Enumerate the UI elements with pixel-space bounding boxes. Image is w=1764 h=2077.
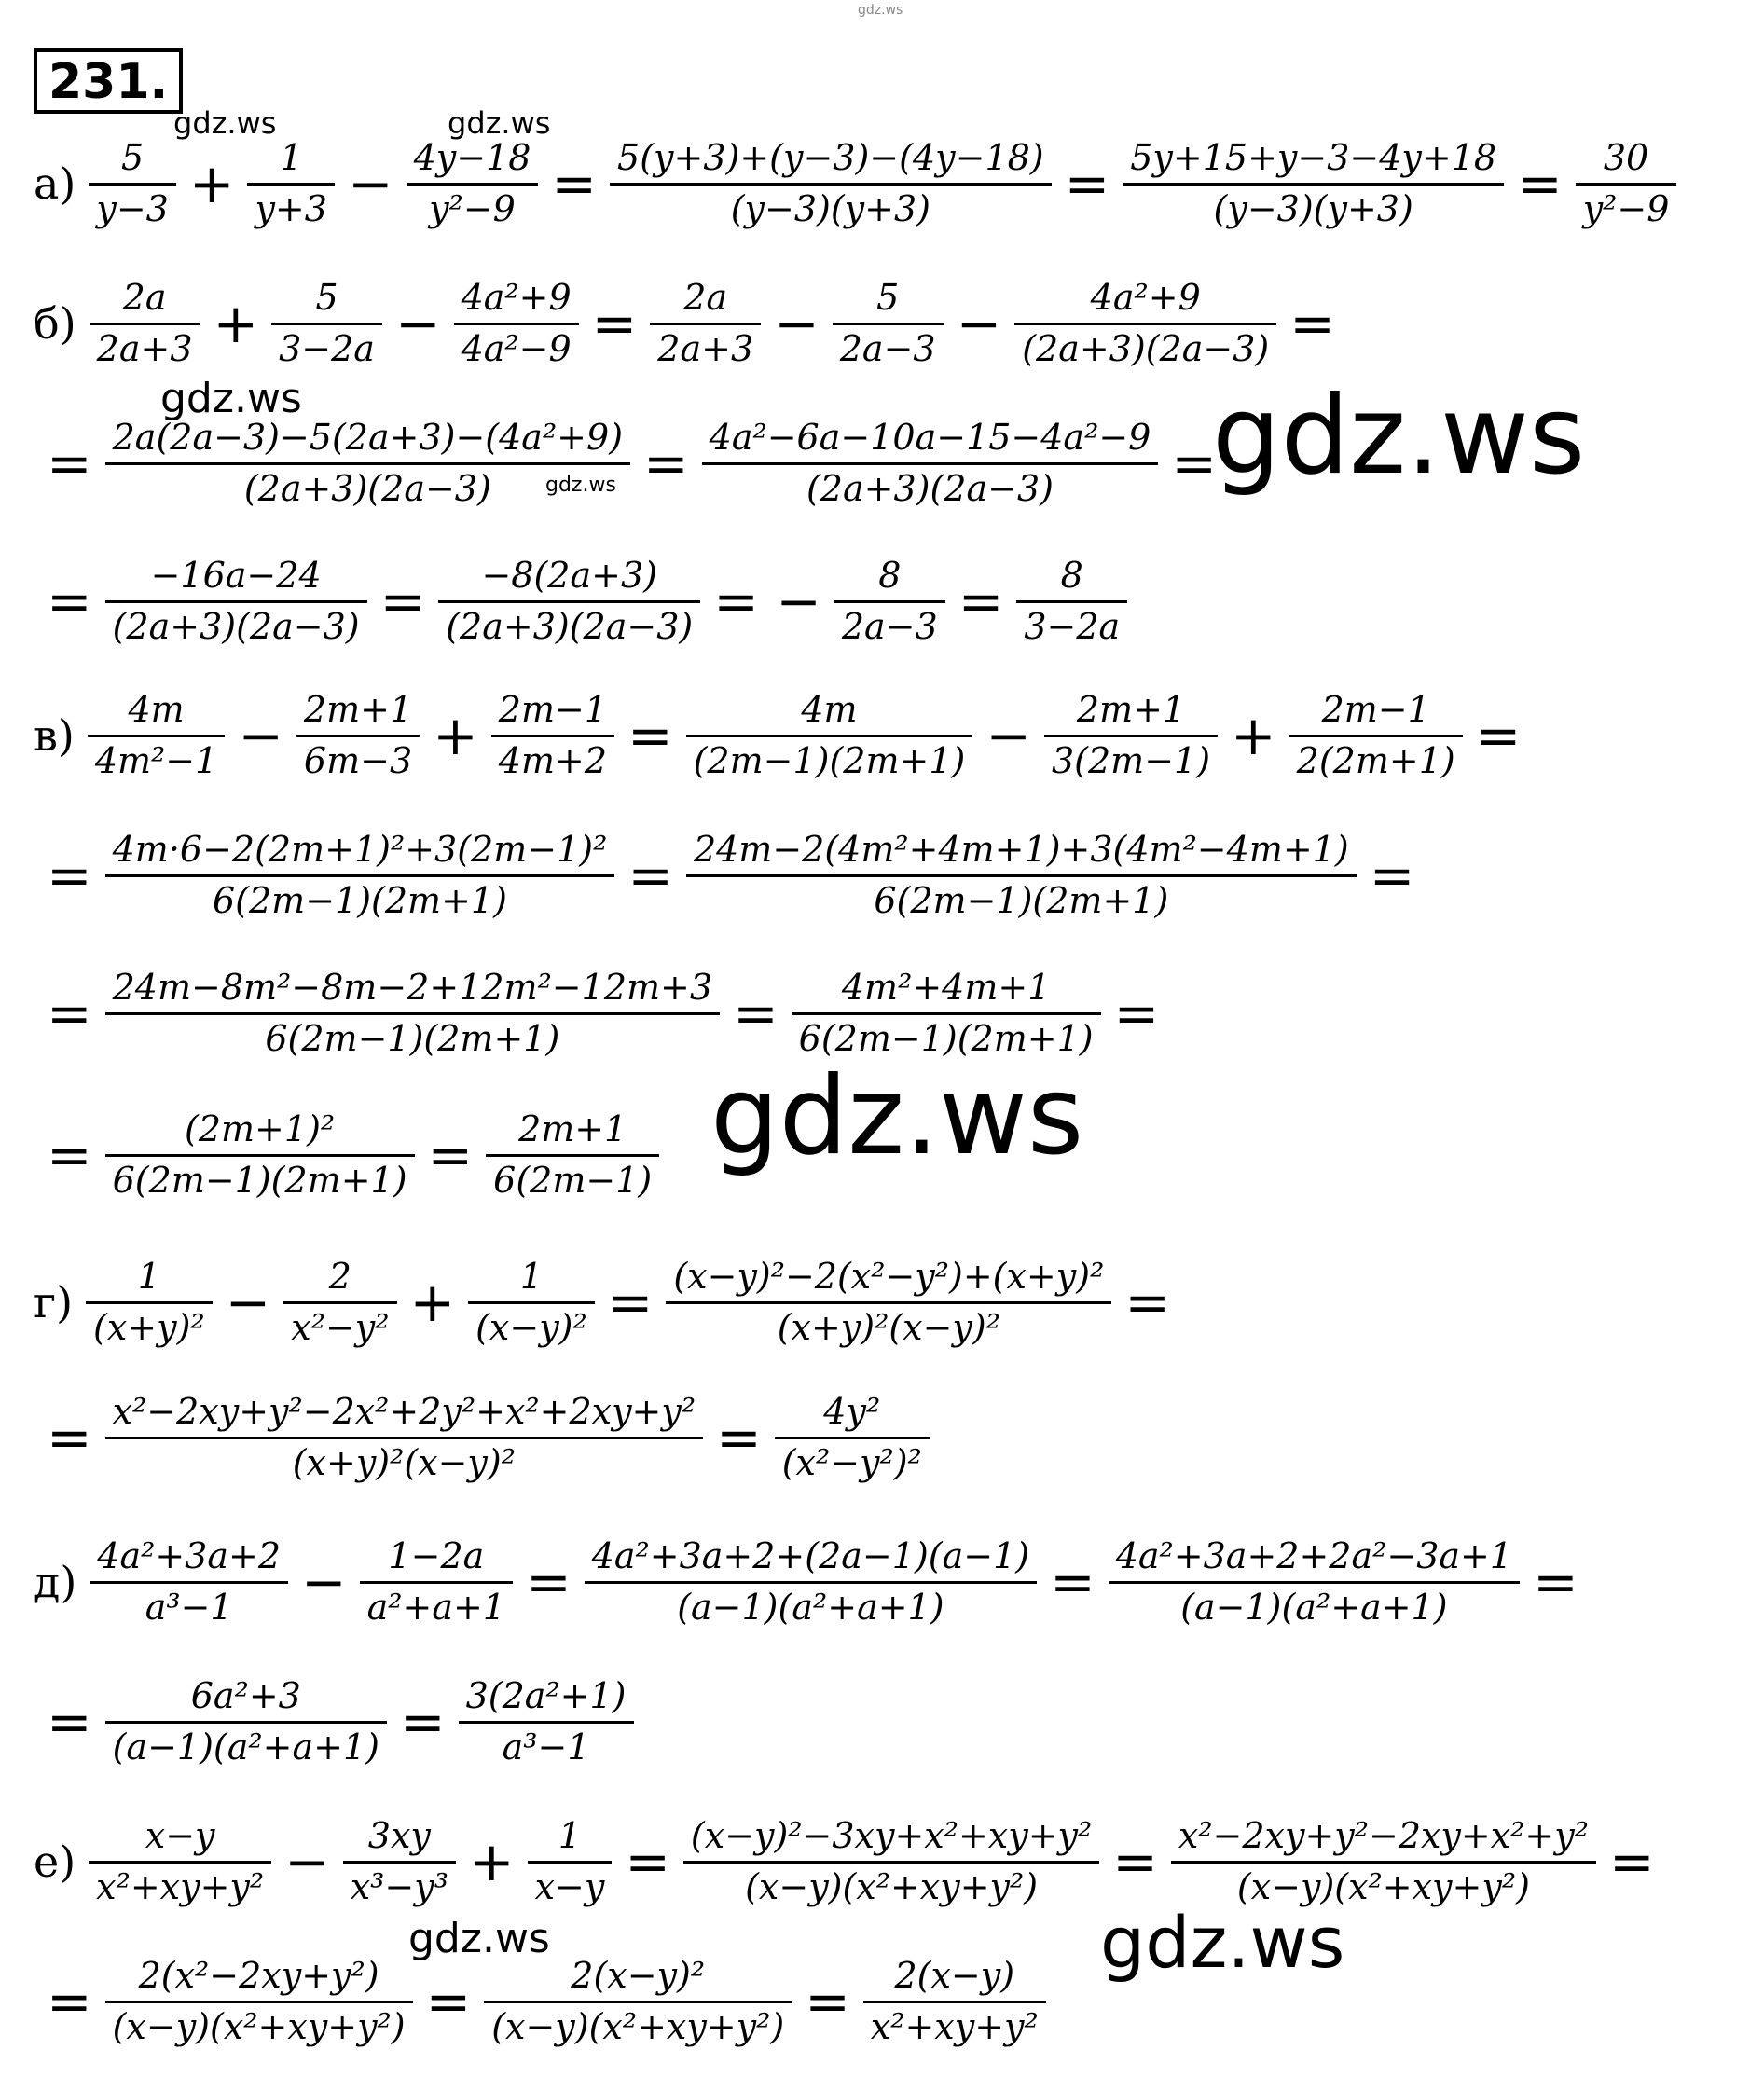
operator: = (551, 152, 598, 216)
operator: = (1113, 982, 1160, 1046)
denominator: (x−y)(x²+xy+y²) (1171, 1861, 1596, 1906)
fraction (1014, 277, 1276, 369)
watermark: gdz.ws (160, 375, 302, 422)
operator: = (427, 1123, 474, 1188)
operator: − (985, 704, 1031, 768)
fraction (89, 137, 175, 229)
solution-row (34, 829, 1427, 921)
denominator: 3−2a (1016, 600, 1127, 646)
fraction (650, 277, 761, 369)
operator: = (47, 982, 92, 1046)
numerator: 24m−2(4m²+4m+1)+3(4m²−4m+1) (693, 829, 1349, 870)
fraction (283, 1256, 396, 1348)
numerator: 6a²+3 (190, 1675, 301, 1716)
watermark: gdz.ws (858, 3, 903, 18)
fraction (1289, 689, 1463, 781)
denominator: 2a−3 (834, 600, 945, 646)
operator: = (47, 1123, 92, 1188)
fraction (459, 1675, 634, 1768)
denominator: a³−1 (459, 1721, 634, 1767)
numerator: 2a (683, 277, 728, 318)
operator: = (716, 1406, 762, 1470)
numerator: 4a²+3a+2+(2a−1)(a−1) (591, 1535, 1030, 1576)
part-label: б) (34, 298, 76, 350)
fraction (1576, 137, 1677, 229)
numerator: 5(y+3)+(y−3)−(4y−18) (617, 137, 1044, 178)
denominator: (x+y)² (86, 1301, 213, 1347)
numerator: 4a²+3a+2+2a²−3a+1 (1115, 1535, 1513, 1576)
fraction (1171, 1815, 1596, 1907)
denominator: a²+a+1 (360, 1581, 513, 1627)
operator: − (956, 292, 1002, 356)
denominator: 6(2m−1)(2m+1) (686, 874, 1357, 920)
numerator: 2m+1 (1076, 689, 1186, 730)
fraction (775, 1391, 930, 1483)
part-label: г) (34, 1277, 74, 1328)
numerator: 5y+15+y−3−4y+18 (1130, 137, 1497, 178)
operator: = (643, 432, 689, 496)
denominator: x²+xy+y² (863, 2001, 1046, 2046)
fraction (105, 829, 615, 921)
fraction (486, 1108, 659, 1201)
denominator: (x−y)(x²+xy+y²) (105, 2001, 413, 2046)
fraction (863, 1955, 1046, 2047)
fraction (343, 1815, 456, 1907)
denominator: x−y (528, 1861, 613, 1906)
operator: + (1231, 704, 1276, 768)
fraction (1109, 1535, 1520, 1628)
solution-row (34, 417, 1230, 509)
numerator: 4m·6−2(2m+1)²+3(2m−1)² (112, 829, 608, 870)
fraction (1044, 689, 1218, 781)
fraction (90, 277, 200, 369)
denominator: x²−y² (283, 1301, 396, 1347)
operator: = (1124, 1271, 1170, 1335)
operator: = (1475, 704, 1522, 768)
numerator: 2m−1 (498, 689, 607, 730)
operator: − (301, 1550, 347, 1615)
part-label: в) (34, 710, 75, 762)
fraction (666, 1256, 1111, 1348)
watermark: gdz.ws (1100, 1901, 1345, 1984)
numerator: 2(x−y) (894, 1955, 1015, 1996)
solution-row (34, 137, 1676, 229)
fraction (86, 1256, 213, 1348)
fraction (271, 277, 382, 369)
operator: = (1050, 1550, 1096, 1615)
fraction (105, 1955, 413, 2047)
numerator: 8 (1060, 555, 1083, 596)
numerator: 2(x−y)² (571, 1955, 706, 1996)
denominator: y²−9 (1576, 183, 1677, 228)
denominator: (x−y)² (468, 1301, 595, 1347)
operator: + (188, 152, 235, 216)
problem-number: 231. (34, 48, 183, 114)
operator: + (433, 704, 478, 768)
denominator: 6(2m−1)(2m+1) (105, 874, 615, 920)
numerator: 4m (128, 689, 185, 730)
operator: = (47, 844, 92, 908)
solution-row (34, 1675, 634, 1768)
denominator: (a−1)(a²+a+1) (1109, 1581, 1520, 1627)
solution-row (34, 557, 1127, 646)
fraction (834, 557, 945, 646)
fraction (89, 1815, 271, 1907)
fraction (686, 689, 973, 781)
watermark: gdz.ws (1212, 373, 1586, 499)
denominator: (x+y)²(x−y)² (105, 1437, 703, 1482)
numerator: 4a²+9 (1090, 277, 1201, 318)
denominator: (y−3)(y+3) (1123, 183, 1504, 228)
operator: = (733, 982, 779, 1046)
operator: = (47, 1690, 92, 1754)
denominator: 3(2m−1) (1044, 735, 1218, 780)
numerator: 4y² (823, 1391, 881, 1432)
solution-row (34, 1955, 1046, 2047)
operator: = (47, 432, 92, 496)
solution-row (34, 1391, 930, 1483)
operator: = (47, 1406, 92, 1470)
denominator: y+3 (247, 183, 334, 228)
numerator: 2 (328, 1256, 351, 1297)
part-label: д) (34, 1557, 77, 1608)
numerator: 2a (122, 277, 167, 318)
operator: − (284, 1830, 330, 1894)
denominator: 6(2m−1)(2m+1) (105, 1012, 720, 1058)
numerator: 2m−1 (1321, 689, 1430, 730)
fraction (686, 829, 1357, 921)
operator: = (1289, 292, 1335, 356)
denominator: (x²−y²)² (775, 1437, 930, 1482)
fraction (610, 137, 1052, 229)
fraction (484, 1955, 792, 2047)
numerator: 1 (137, 1256, 160, 1297)
operator: = − (713, 570, 821, 634)
denominator: 4m+2 (491, 735, 614, 780)
operator: = (379, 570, 426, 634)
numerator: 3(2a²+1) (465, 1675, 627, 1716)
fraction (105, 1675, 387, 1768)
operator: = (1112, 1830, 1158, 1894)
operator: = (47, 1970, 92, 2034)
denominator: 6(2m−1)(2m+1) (792, 1012, 1101, 1058)
denominator: (a−1)(a²+a+1) (585, 1581, 1037, 1627)
numerator: (2m+1)² (185, 1108, 336, 1149)
operator: − (225, 1271, 271, 1335)
operator: = (399, 1690, 446, 1754)
fraction (454, 277, 579, 369)
denominator: y−3 (89, 183, 175, 228)
fraction (585, 1535, 1037, 1628)
solution-row (34, 277, 1348, 369)
operator: = (526, 1550, 572, 1615)
operator: − (394, 292, 441, 356)
denominator: (2m−1)(2m+1) (686, 735, 973, 780)
fraction (528, 1815, 613, 1907)
solution-row (34, 1108, 659, 1201)
numerator: 1 (558, 1815, 582, 1856)
operator: − (774, 292, 820, 356)
numerator: x²−2xy+y²−2xy+x²+y² (1178, 1815, 1589, 1856)
solution-row (34, 689, 1534, 781)
numerator: 3xy (367, 1815, 431, 1856)
fraction (792, 967, 1101, 1059)
numerator: 2m+1 (303, 689, 413, 730)
numerator: 8 (878, 555, 902, 596)
fraction (438, 557, 700, 646)
denominator: a³−1 (90, 1581, 288, 1627)
numerator: 4m²+4m+1 (841, 967, 1051, 1008)
fraction (407, 137, 539, 229)
denominator: 6m−3 (296, 735, 420, 780)
denominator: (a−1)(a²+a+1) (105, 1721, 387, 1767)
fraction (468, 1256, 595, 1348)
operator: + (468, 1830, 515, 1894)
fraction (105, 557, 367, 646)
fraction (702, 417, 1159, 509)
operator: − (238, 704, 283, 768)
numerator: x−y (145, 1815, 215, 1856)
solution-row (34, 967, 1172, 1059)
numerator: 2m+1 (518, 1108, 627, 1149)
operator: = (627, 704, 673, 768)
denominator: (2a+3)(2a−3) (105, 462, 630, 508)
fraction (1016, 557, 1127, 646)
operator: = (1533, 1550, 1578, 1615)
denominator: 3−2a (271, 323, 382, 368)
operator: = (607, 1271, 654, 1335)
solution-row (34, 1256, 1183, 1348)
watermark: gdz.ws (173, 105, 277, 141)
watermark: gdz.ws (448, 105, 551, 141)
numerator: 2(x²−2xy+y²) (138, 1955, 379, 1996)
denominator: 4m²−1 (88, 735, 225, 780)
numerator: 4a²−6a−10a−15−4a²−9 (709, 417, 1151, 458)
operator: + (213, 292, 259, 356)
part-label: е) (34, 1836, 76, 1888)
operator: = (958, 570, 1004, 634)
operator: = (625, 1830, 670, 1894)
denominator: 2(2m+1) (1289, 735, 1463, 780)
operator: = (627, 844, 673, 908)
numerator: 4a²+3a+2 (97, 1535, 282, 1576)
denominator: 2a−3 (833, 323, 944, 368)
numerator: 1 (280, 137, 303, 178)
watermark: gdz.ws (545, 474, 616, 497)
watermark: gdz.ws (710, 1053, 1084, 1179)
fraction (105, 1391, 703, 1483)
operator: = (1608, 1830, 1655, 1894)
denominator: (2a+3)(2a−3) (1014, 323, 1276, 368)
numerator: 30 (1603, 137, 1649, 178)
numerator: 1−2a (388, 1535, 485, 1576)
numerator: −16a−24 (150, 555, 322, 596)
fraction (90, 1535, 288, 1628)
fraction (88, 689, 225, 781)
denominator: (x−y)(x²+xy+y²) (484, 2001, 792, 2046)
numerator: 24m−8m²−8m−2+12m²−12m+3 (112, 967, 713, 1008)
operator: = (425, 1970, 472, 2034)
operator: = (1171, 432, 1217, 496)
denominator: 2a+3 (90, 323, 200, 368)
solution-row (34, 1815, 1668, 1907)
fraction (833, 277, 944, 369)
fraction (296, 689, 420, 781)
numerator: (x−y)²−3xy+x²+xy+y² (690, 1815, 1093, 1856)
denominator: 6(2m−1) (486, 1154, 659, 1200)
denominator: (x+y)²(x−y)² (666, 1301, 1111, 1347)
operator: = (47, 570, 92, 634)
fraction (105, 967, 720, 1059)
operator: = (591, 292, 638, 356)
operator: = (1517, 152, 1563, 216)
numerator: (x−y)²−2(x²−y²)+(x+y)² (673, 1256, 1105, 1297)
operator: = (805, 1970, 850, 2034)
denominator: (2a+3)(2a−3) (702, 462, 1159, 508)
numerator: −8(2a+3) (481, 555, 657, 596)
numerator: x²−2xy+y²−2x²+2y²+x²+2xy+y² (112, 1391, 696, 1432)
numerator: 2a(2a−3)−5(2a+3)−(4a²+9) (112, 417, 624, 458)
operator: = (1064, 152, 1110, 216)
numerator: 5 (315, 277, 338, 318)
denominator: 6(2m−1)(2m+1) (105, 1154, 415, 1200)
fraction (491, 689, 614, 781)
numerator: 4m (801, 689, 858, 730)
fraction (683, 1815, 1099, 1907)
fraction (1123, 137, 1504, 229)
watermark: gdz.ws (408, 1915, 550, 1962)
numerator: 5 (876, 277, 900, 318)
part-label: а) (34, 158, 76, 210)
operator: + (409, 1271, 456, 1335)
denominator: x³−y³ (343, 1861, 456, 1906)
solution-row (34, 1535, 1592, 1628)
fraction (247, 137, 334, 229)
fraction (360, 1535, 513, 1628)
denominator: (2a+3)(2a−3) (105, 600, 367, 646)
denominator: 4a²−9 (454, 323, 579, 368)
operator: = (1369, 844, 1415, 908)
numerator: 5 (121, 137, 145, 178)
denominator: 2a+3 (650, 323, 761, 368)
numerator: 1 (519, 1256, 544, 1297)
fraction (105, 1108, 415, 1201)
denominator: (2a+3)(2a−3) (438, 600, 700, 646)
denominator: (y−3)(y+3) (610, 183, 1052, 228)
denominator: (x−y)(x²+xy+y²) (683, 1861, 1099, 1906)
denominator: x²+xy+y² (89, 1861, 271, 1906)
numerator: 4a²+9 (461, 277, 572, 318)
numerator: 4y−18 (413, 137, 531, 178)
denominator: y²−9 (407, 183, 539, 228)
operator: − (347, 152, 393, 216)
